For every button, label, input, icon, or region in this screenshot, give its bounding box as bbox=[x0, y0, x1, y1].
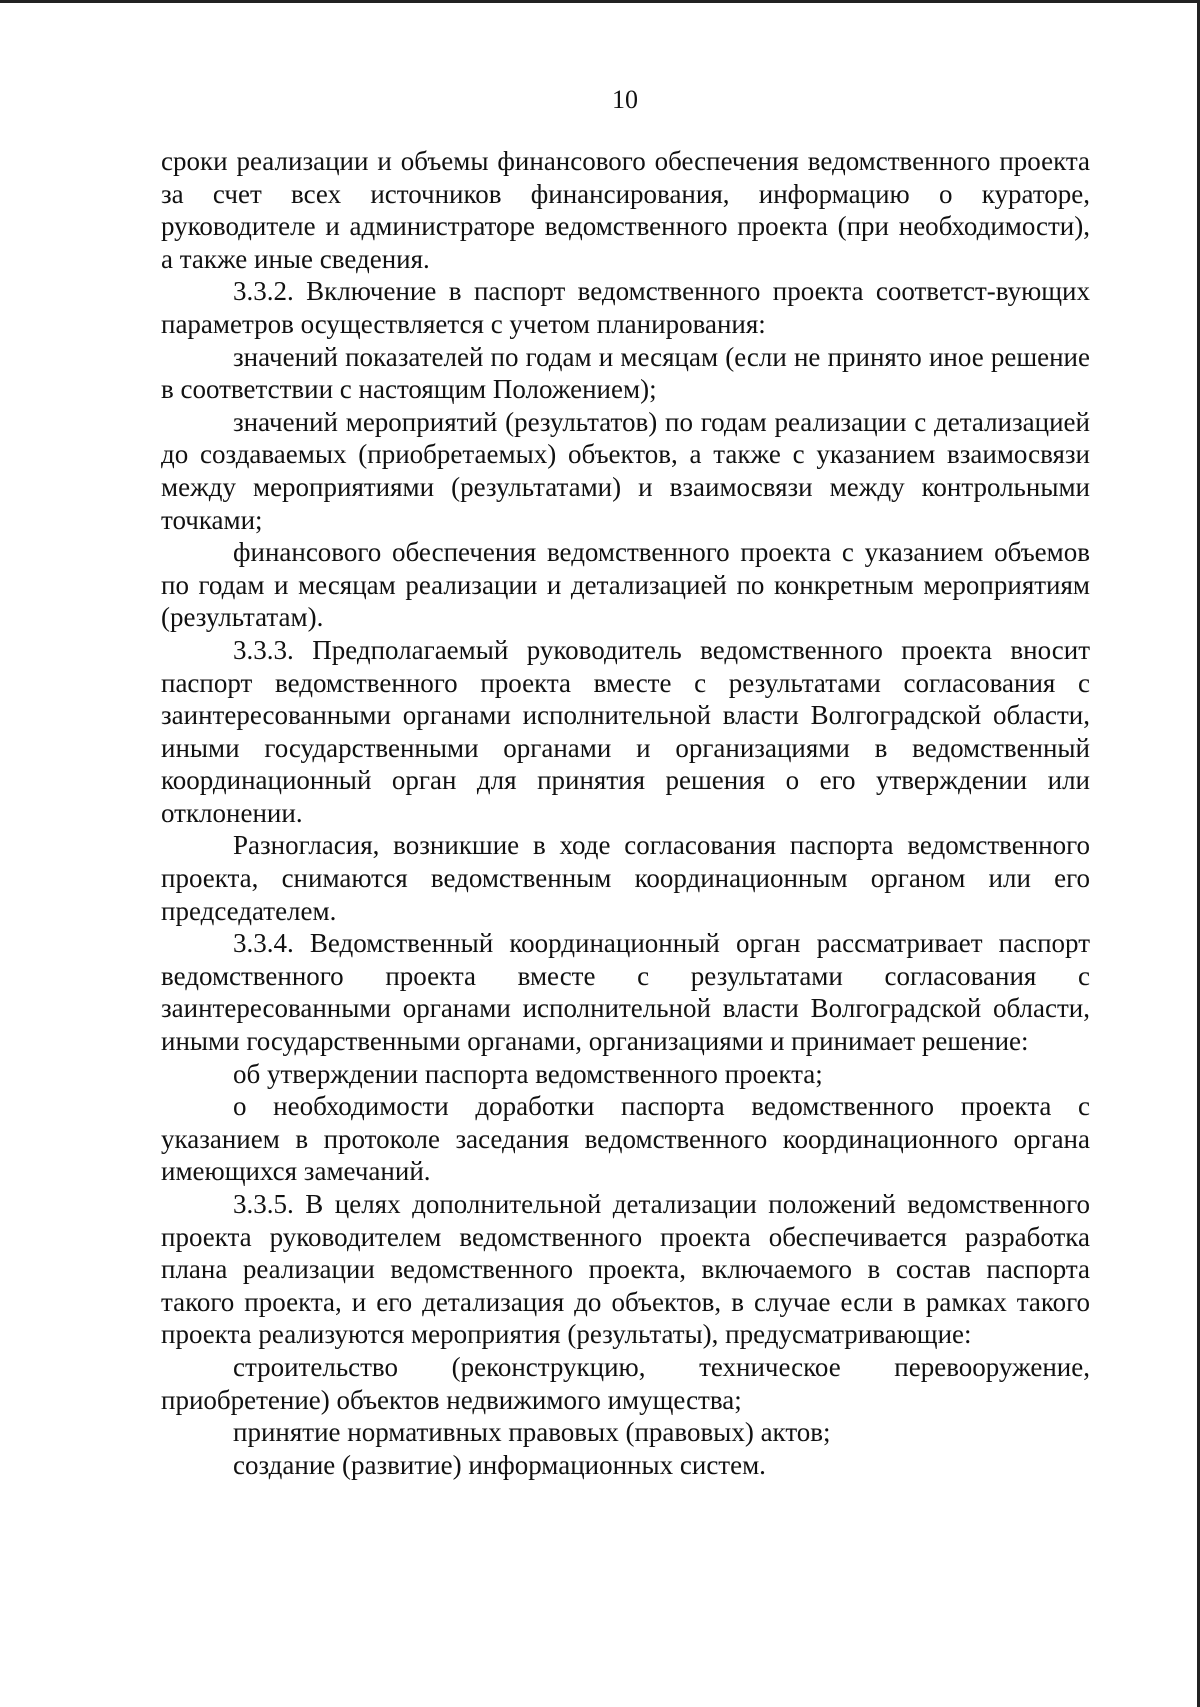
paragraph: создание (развитие) информационных систем. bbox=[233, 1449, 766, 1480]
paragraph: принятие нормативных правовых (правовых) актов; bbox=[233, 1417, 831, 1448]
paragraph: значений показателей по годам и месяцам (если не принято иное решение в соответствии с настоящим Положением); bbox=[161, 341, 1090, 405]
paragraph: сроки реализации и объемы финансового обеспечения ведомственного проекта за счет всех источников финансирования, информацию о кураторе, руководителе и администраторе ведомственного проекта (при необходимости), а также иные сведения. bbox=[161, 146, 1090, 274]
paragraph: Разногласия, возникшие в ходе согласования паспорта ведомственного проекта, снимаются ведомственным координационным органом или его председателем. bbox=[161, 830, 1090, 926]
paragraph: 3.3.3. Предполагаемый руководитель ведомственного проекта вносит паспорт ведомственного проекта вместе с результатами согласования с заинтересованными органами исполнительной власти Волгоградской области, иными государственными органами и организациями в ведомственный координационный орган для принятия решения о его утверждении или отклонении. bbox=[161, 634, 1090, 828]
document-body bbox=[161, 145, 1090, 1481]
paragraph: об утверждении паспорта ведомственного проекта; bbox=[233, 1058, 823, 1089]
page-number: 10 bbox=[612, 85, 638, 114]
paragraph: о необходимости доработки паспорта ведомственного проекта с указанием в протоколе заседания ведомственного координационного органа имеющихся замечаний. bbox=[161, 1091, 1090, 1187]
paragraph: значений мероприятий (результатов) по годам реализации с детализацией до создаваемых (приобретаемых) объектов, а также с указанием взаимосвязи между мероприятиями (результатами) и взаимосвязи между контрольными точками; bbox=[161, 406, 1090, 535]
paragraph: строительство (реконструкцию, техническое перевооружение, приобретение) объектов недвижимого имущества; bbox=[161, 1351, 1090, 1415]
page-border-top bbox=[0, 0, 1200, 3]
paragraph: 3.3.4. Ведомственный координационный орган рассматривает паспорт ведомственного проекта вместе с результатами согласования с заинтересованными органами исполнительной власти Волгоградской области, иными государственными органами, организациями и принимает решение: bbox=[161, 928, 1090, 1057]
paragraph: 3.3.2. Включение в паспорт ведомственного проекта соответст-вующих параметров осуществляется с учетом планирования: bbox=[161, 276, 1090, 339]
paragraph: 3.3.5. В целях дополнительной детализации положений ведомственного проекта руководителем ведомственного проекта обеспечивается разработка плана реализации ведомственного проекта, включаемого в состав паспорта такого проекта, и его детализация до объектов, в случае если в рамках такого проекта реализуются мероприятия (результаты), предусматривающие: bbox=[161, 1189, 1090, 1350]
paragraph: финансового обеспечения ведомственного проекта с указанием объемов по годам и месяцам реализации и детализацией по конкретным мероприятиям (результатам). bbox=[161, 537, 1090, 633]
